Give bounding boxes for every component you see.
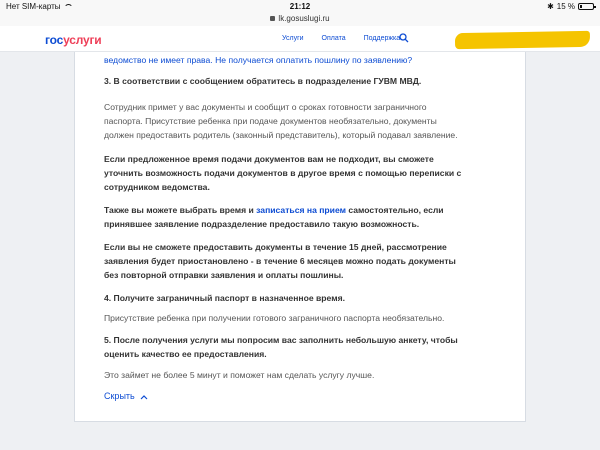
logo-part-uslugi: услуги [63, 33, 102, 47]
book-appointment-link[interactable]: записаться на прием [256, 205, 346, 215]
chevron-up-icon [140, 394, 148, 400]
step3-p4-line3: без повторной отправки заявления и оплаты пошлины. [104, 270, 344, 280]
step3-p3-text-before: Также вы можете выбрать время и [104, 205, 257, 215]
battery-percent: 15 % [556, 2, 575, 11]
main-nav [282, 35, 400, 42]
step3-p2-line2: уточнить возможность подачи документов в другое время с помощью переписки с [104, 168, 462, 178]
url-bar[interactable] [0, 14, 600, 26]
step3-title: 3. В соответствии с сообщением обратитесь в подразделение ГУВМ МВД. [104, 76, 422, 86]
logo-part-gos: гос [45, 33, 64, 47]
collapse-button[interactable] [104, 389, 148, 403]
clock: 21:12 [289, 2, 311, 11]
step3-p2-line3: сотрудником ведомства. [104, 182, 210, 192]
step5-title-line1: 5. После получения услуги мы попросим вас заполнить небольшую анкету, чтобы [104, 335, 458, 345]
lock-icon [270, 16, 275, 21]
step3-p4-line1: Если вы не сможете предоставить документы в течение 15 дней, рассмотрение [104, 242, 447, 252]
nav-payment[interactable]: Оплата [321, 35, 346, 42]
step5-title-line2: оценить качество ее предоставления. [104, 349, 267, 359]
gosuslugi-logo[interactable] [45, 33, 101, 47]
step3-p3-line1 [104, 203, 504, 217]
bluetooth-icon: ✱ [547, 2, 554, 11]
site-header [0, 26, 600, 52]
redaction-highlight [455, 31, 590, 49]
instructions-card [74, 52, 526, 422]
step3-p1-line1: Сотрудник примет у вас документы и сообщит о сроках готовности заграничного [104, 102, 427, 112]
step3-p4-line2: заявления будет приостановлено - в течение 6 месяцев можно подать документы [104, 256, 456, 266]
step4-title: 4. Получите заграничный паспорт в назначенное время. [104, 293, 345, 303]
battery-icon [578, 3, 594, 10]
step3-p2-line1: Если предложенное время подачи документов вам не подходит, вы сможете [104, 154, 434, 164]
intro-line[interactable]: ведомство не имеет права. Не получается оплатить пошлину по заявлению? [104, 55, 413, 65]
carrier-label: Нет SIM-карты [6, 2, 61, 11]
status-bar [0, 0, 600, 14]
step4-p1: Присутствие ребенка при получении готового заграничного паспорта необязательно. [104, 313, 445, 323]
nav-support[interactable]: Поддержка [363, 35, 401, 42]
search-icon[interactable] [399, 33, 409, 43]
step5-p1: Это займет не более 5 минут и поможет нам сделать услугу лучше. [104, 370, 375, 380]
step3-p1-line2: паспорта. Присутствие ребенка при подаче документов необязательно, документы [104, 116, 437, 126]
url-text: lk.gosuslugi.ru [278, 14, 330, 23]
collapse-label: Скрыть [104, 391, 135, 401]
step3-p1-line3: должен предоставить родитель (законный представитель), который подавал заявление. [104, 130, 458, 140]
step3-p3-text-after: самостоятельно, если [346, 205, 444, 215]
step3-p3-line2: принявшее заявление подразделение предоставило такую возможность. [104, 219, 420, 229]
nav-services[interactable]: Услуги [282, 35, 304, 42]
status-right [547, 2, 594, 11]
